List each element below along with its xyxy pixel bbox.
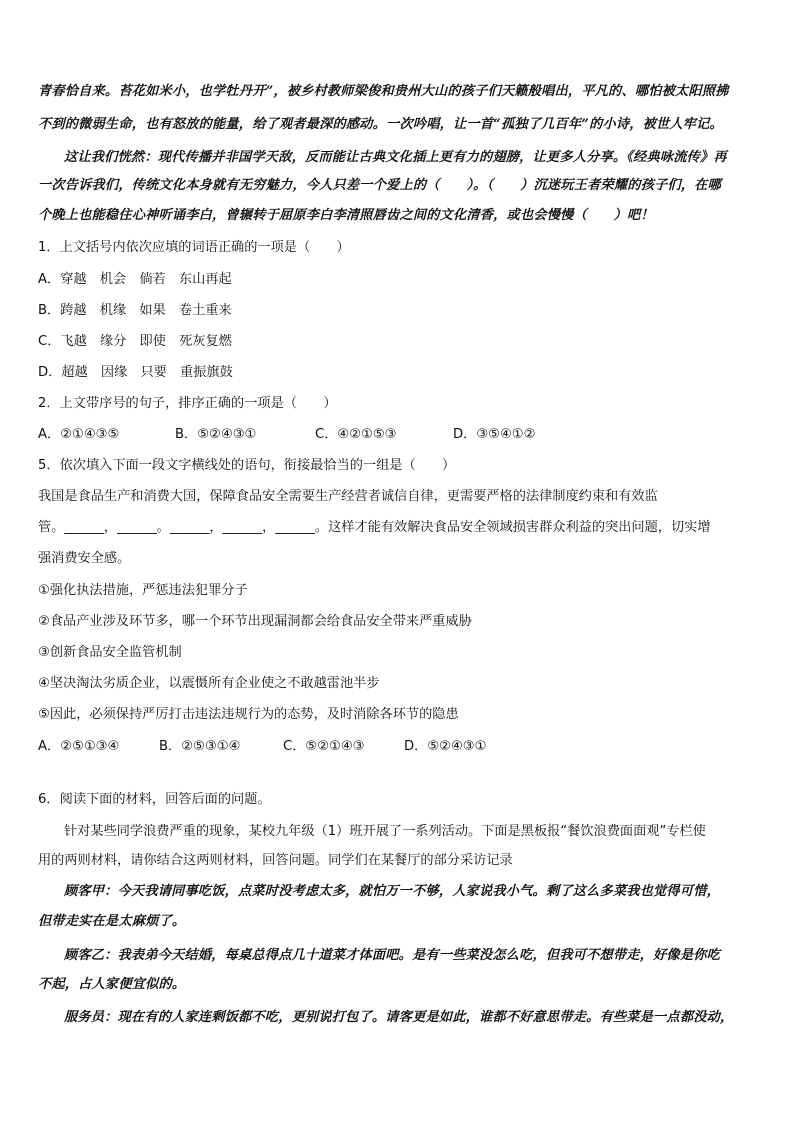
dialog-line: 服务员：现在有的人家连剩饭都不吃，更别说打包了。请客更是如此，谁都不好意思带走。有些菜是一点都没动， — [64, 1010, 734, 1025]
question-1-option-c[interactable]: C．飞越 缘分 即使 死灰复燃 — [38, 334, 232, 349]
question-5-text-line: 管。______，______。______，______，______。这样才能有效解决食品安全领域损害群众利益的突出问题，切实增 — [38, 520, 711, 535]
question-5-item-1: ①强化执法措施，严惩违法犯罪分子 — [38, 583, 248, 598]
question-2-option-b[interactable]: B．⑤②④③① — [175, 427, 257, 442]
passage-line: 青春恰自来。苔花如米小，也学牡丹开”，被乡村教师梁俊和贵州大山的孩子们天籁般唱出，平凡的、哪怕被太阳照拂 — [38, 84, 729, 99]
question-5-option-b[interactable]: B．②⑤③①④ — [159, 739, 241, 754]
question-5-item-4: ④坚决淘汰劣质企业，以震慑所有企业使之不敢越雷池半步 — [38, 676, 380, 691]
question-1-option-a[interactable]: A．穿越 机会 倘若 东山再起 — [38, 272, 232, 287]
dialog-line: 顾客乙：我表弟今天结婚，每桌总得点几十道菜才体面吧。是有一些菜没怎么吃，但我可不想带走，好像是你吃 — [64, 948, 720, 963]
question-1-option-b[interactable]: B．跨越 机缘 如果 卷土重来 — [38, 303, 232, 318]
question-5-stem: 5．依次填入下面一段文字横线处的语句，衔接最恰当的一组是（ ） — [38, 458, 456, 473]
question-5-options — [38, 737, 486, 757]
question-5-option-d[interactable]: D．⑤②④③① — [404, 739, 487, 754]
question-5-text-line: 我国是食品生产和消费大国，保障食品安全需要生产经营者诚信自律，更需要严格的法律制度约束和有效监 — [38, 489, 658, 504]
dialog-line: 不起，占人家便宜似的。 — [38, 977, 186, 992]
dialog-line: 顾客甲：今天我请同事吃饭，点菜时没考虑太多，就怕万一不够，人家说我小气。剩了这么多菜我也觉得可惜， — [64, 884, 720, 899]
passage-line: 个晚上也能稳住心神听诵李白，曾辗转于屈原李白李清照唇齿之间的文化清香，或也会慢慢（ ）吧！ — [38, 208, 654, 223]
question-6-stem: 6．阅读下面的材料，回答后面的问题。 — [38, 792, 271, 807]
question-5-text-line: 强消费安全感。 — [38, 551, 131, 566]
passage-line: 这让我们恍然：现代传播并非国学天敌，反而能让古典文化插上更有力的翅膀，让更多人分享。《经典咏流传》再 — [64, 150, 727, 165]
question-5-option-a[interactable]: A．②⑤①③④ — [38, 739, 120, 754]
dialog-line: 但带走实在是太麻烦了。 — [38, 914, 186, 929]
question-2-stem: 2．上文带序号的句子，排序正确的一项是（ ） — [38, 396, 337, 411]
question-5-item-3: ③创新食品安全监管机制 — [38, 645, 182, 660]
question-2-option-c[interactable]: C．④②①⑤③ — [315, 427, 397, 442]
question-2-options — [38, 425, 535, 445]
passage-line: 一次告诉我们，传统文化本身就有无穷魅力，今人只差一个爱上的（ ）。（ ）沉迷玩王者荣耀的孩子们，在哪 — [38, 178, 721, 193]
question-1-stem: 1．上文括号内依次应填的词语正确的一项是（ ） — [38, 240, 350, 255]
question-5-item-2: ②食品产业涉及环节多，哪一个环节出现漏洞都会给食品安全带来严重威胁 — [38, 614, 472, 629]
question-5-option-c[interactable]: C．⑤②①④③ — [283, 739, 365, 754]
question-2-option-a[interactable]: A．②①④③⑤ — [38, 427, 120, 442]
question-2-option-d[interactable]: D．③⑤④①② — [453, 427, 536, 442]
passage-line: 不到的微弱生命，也有怒放的能量，给了观者最深的感动。一次吟唱，让一首“孤独了几百年”的小诗，被世人牢记。 — [38, 117, 723, 132]
question-6-intro-line: 针对某些同学浪费严重的现象，某校九年级（1）班开展了一系列活动。下面是黑板报“餐饮浪费面面观”专栏使 — [64, 824, 706, 839]
question-6-intro-line: 用的两则材料，请你结合这两则材料，回答问题。同学们在某餐厅的部分采访记录 — [38, 853, 513, 868]
question-1-option-d[interactable]: D．超越 因缘 只要 重振旗鼓 — [38, 365, 233, 380]
question-5-item-5: ⑤因此，必须保持严厉打击违法违规行为的态势，及时消除各环节的隐患 — [38, 707, 459, 722]
